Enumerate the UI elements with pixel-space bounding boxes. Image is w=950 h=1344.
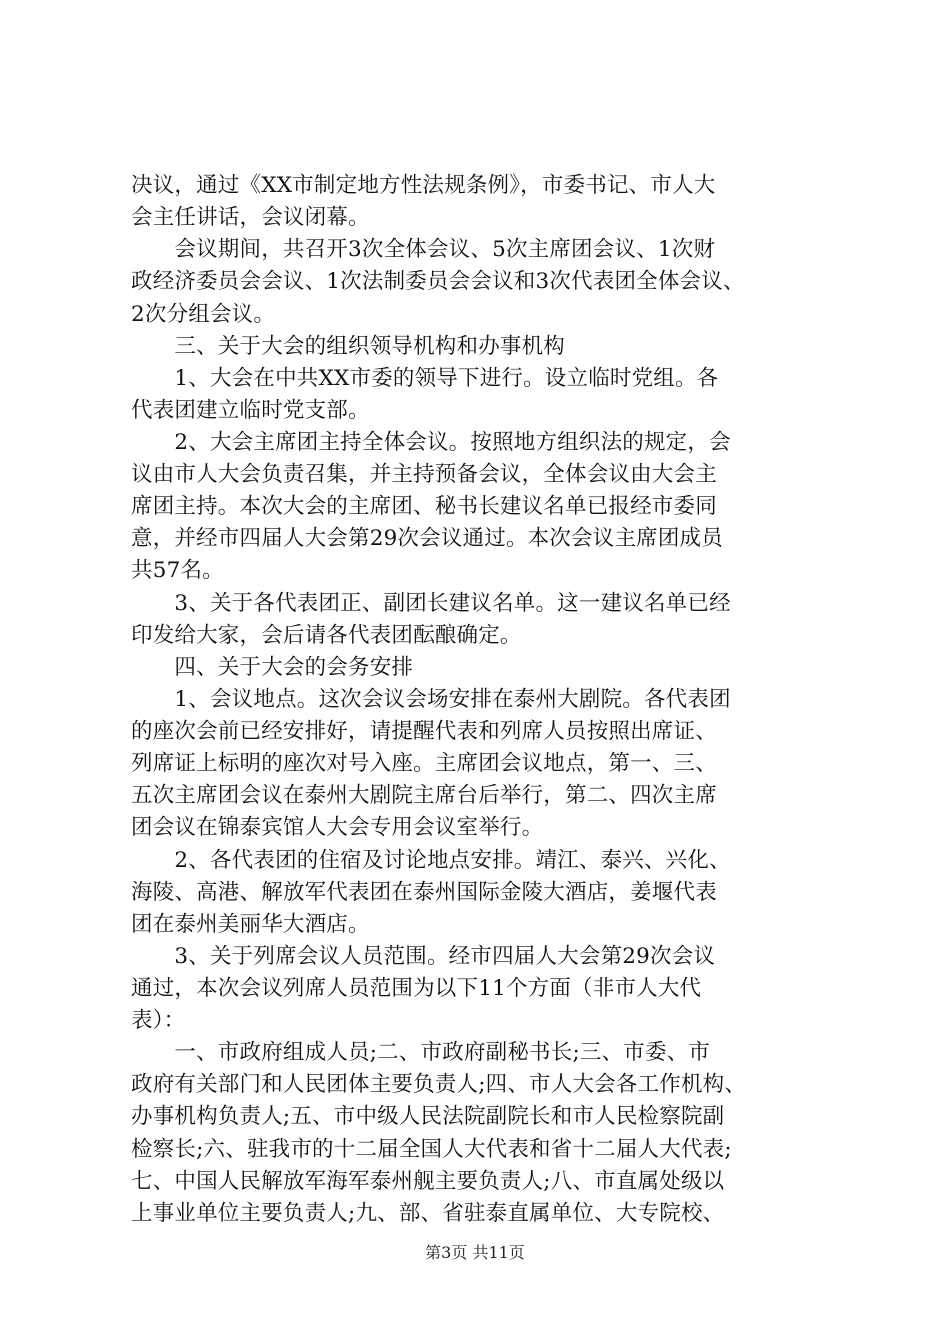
text-line: 通过，本次会议列席人员范围为以下11个方面（非市人大代 [131, 976, 702, 1001]
text-line: 2、大会主席团主持全体会议。按照地方组织法的规定，会 [131, 430, 731, 455]
text-line: 意，并经市四届人大会第29次会议通过。本次会议主席团成员 [131, 526, 723, 551]
section-heading: 四、关于大会的会务安排 [131, 655, 414, 680]
text-line: 政经济委员会会议、1次法制委员会会议和3次代表团全体会议、 [131, 269, 745, 294]
text-line: 决议，通过《XX市制定地方性法规条例》，市委书记、市人大 [131, 173, 716, 198]
text-line: 1、大会在中共XX市委的领导下进行。设立临时党组。各 [131, 366, 719, 391]
text-line: 海陵、高港、解放军代表团在泰州国际金陵大酒店，姜堰代表 [131, 880, 717, 905]
text-line: 的座次会前已经安排好，请提醒代表和列席人员按照出席证、 [131, 719, 717, 744]
text-line: 会议期间，共召开3次全体会议、5次主席团会议、1次财 [131, 237, 716, 262]
text-line: 七、中国人民解放军海军泰州舰主要负责人;八、市直属处级以 [131, 1169, 725, 1194]
text-line: 列席证上标明的座次对号入座。主席团会议地点，第一、三、 [131, 751, 717, 776]
text-line: 2、各代表团的住宿及讨论地点安排。靖江、泰兴、兴化、 [131, 848, 731, 873]
text-line: 3、关于各代表团正、副团长建议名单。这一建议名单已经 [131, 591, 731, 616]
text-line: 上事业单位主要负责人;九、部、省驻泰直属单位、大专院校、 [131, 1201, 725, 1226]
text-line: 1、会议地点。这次会议会场安排在泰州大剧院。各代表团 [131, 687, 731, 712]
text-line: 五次主席团会议在泰州大剧院主席台后举行，第二、四次主席 [131, 783, 717, 808]
text-line: 3、关于列席会议人员范围。经市四届人大会第29次会议 [131, 944, 716, 969]
text-line: 会主任讲话，会议闭幕。 [131, 205, 370, 230]
section-heading: 三、关于大会的组织领导机构和办事机构 [131, 334, 566, 359]
text-line: 政府有关部门和人民团体主要负责人;四、市人大会各工作机构、 [131, 1072, 747, 1097]
text-line: 团在泰州美丽华大酒店。 [131, 912, 370, 937]
text-line: 办事机构负责人;五、市中级人民法院副院长和市人民检察院副 [131, 1104, 725, 1129]
text-line: 席团主持。本次大会的主席团、秘书长建议名单已报经市委同 [131, 494, 717, 519]
text-line: 印发给大家，会后请各代表团酝酿确定。 [131, 623, 522, 648]
text-line: 检察长;六、驻我市的十二届全国人大代表和省十二届人大代表; [131, 1137, 732, 1162]
text-line: 团会议在锦泰宾馆人大会专用会议室举行。 [131, 815, 544, 840]
text-line: 2次分组会议。 [131, 302, 276, 327]
page-number-footer: 第3页 共11页 [425, 1243, 525, 1262]
text-line: 代表团建立临时党支部。 [131, 398, 370, 423]
text-line: 议由市人大会负责召集，并主持预备会议，全体会议由大会主 [131, 462, 717, 487]
text-line: 一、市政府组成人员;二、市政府副秘书长;三、市委、市 [131, 1040, 711, 1065]
text-line: 表）： [131, 1008, 186, 1033]
text-line: 共57名。 [131, 558, 224, 583]
